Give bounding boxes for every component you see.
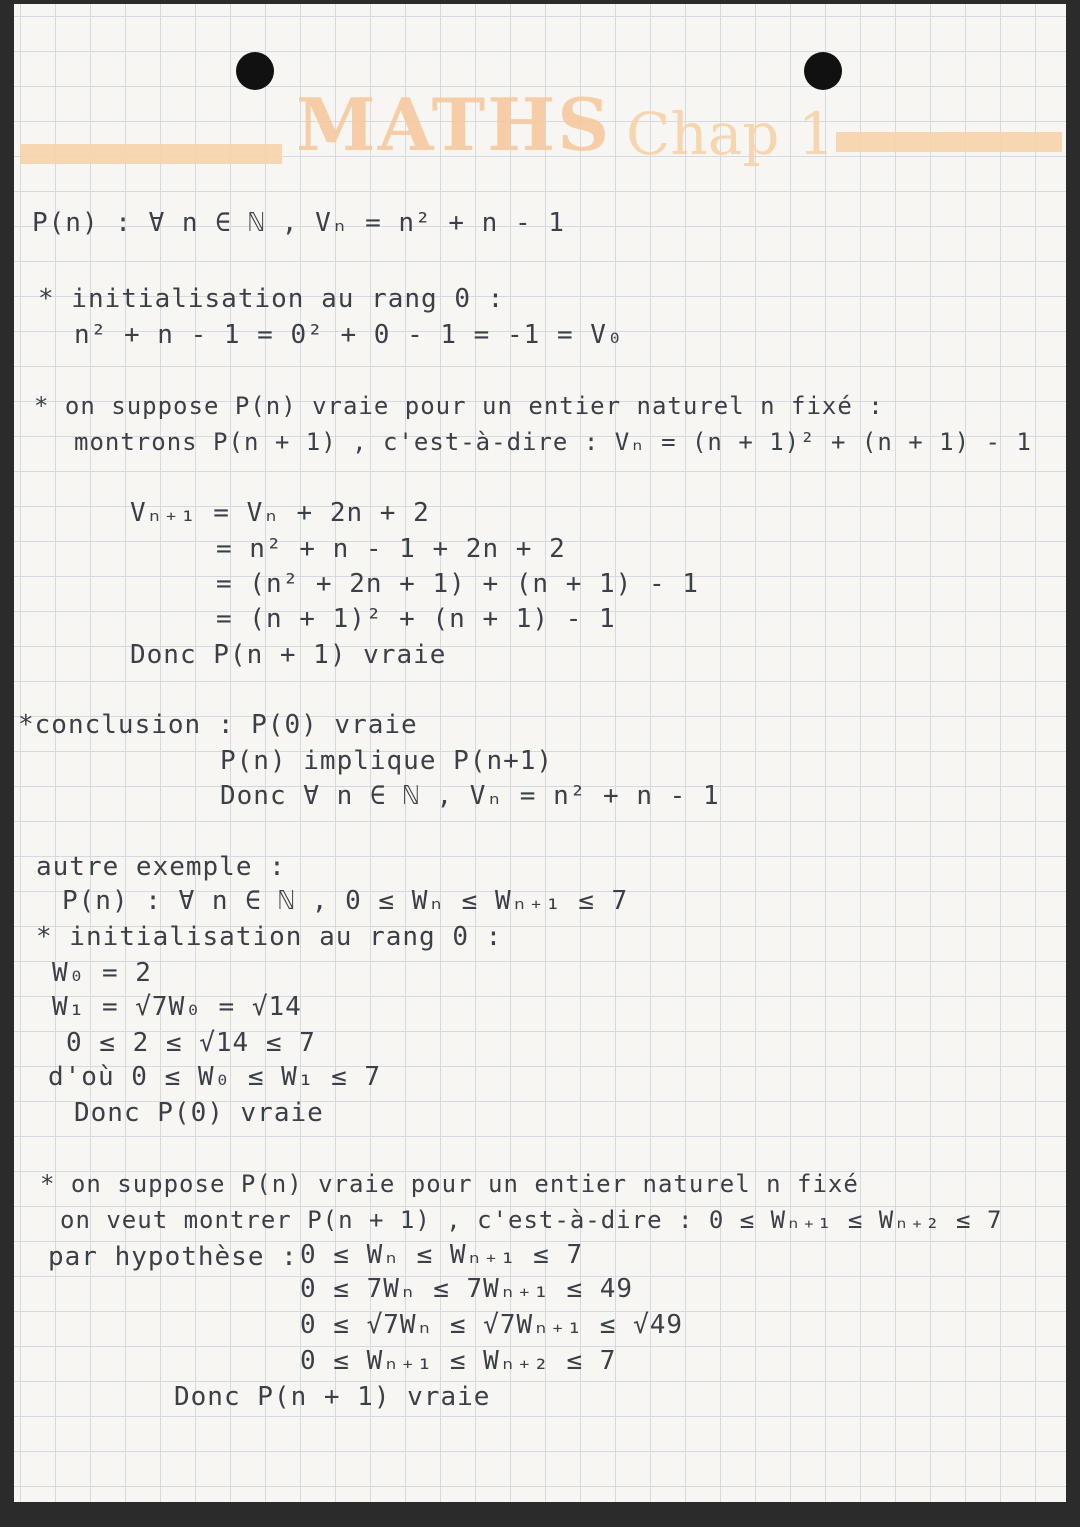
note-line: par hypothèse : [48,1242,298,1272]
note-line: Vₙ₊₁ = Vₙ + 2n + 2 [130,498,430,528]
note-line: 0 ≤ 2 ≤ √14 ≤ 7 [66,1028,316,1058]
note-line: P(n) : ∀ n ∈ ℕ , Vₙ = n² + n - 1 [32,208,565,238]
title-highlight-right [836,132,1062,152]
note-line: Donc P(0) vraie [74,1098,324,1128]
note-line: 0 ≤ 7Wₙ ≤ 7Wₙ₊₁ ≤ 49 [300,1274,634,1304]
note-line: 0 ≤ √7Wₙ ≤ √7Wₙ₊₁ ≤ √49 [300,1310,684,1340]
note-line: autre exemple : [36,852,286,882]
note-line: Donc ∀ n ∈ ℕ , Vₙ = n² + n - 1 [220,781,720,811]
note-line: montrons P(n + 1) , c'est-à-dire : Vₙ = (n + 1)² + (n + 1) - 1 [74,428,1032,456]
note-line: n² + n - 1 = 0² + 0 - 1 = -1 = V₀ [74,320,624,350]
note-line: 0 ≤ Wₙ₊₁ ≤ Wₙ₊₂ ≤ 7 [300,1346,617,1376]
note-line: * on suppose P(n) vraie pour un entier naturel n fixé [40,1170,859,1198]
notebook-page [14,4,1066,1502]
chapter-label: Chap 1 [626,100,835,168]
note-line: W₁ = √7W₀ = √14 [52,992,302,1022]
note-line: * initialisation au rang 0 : [38,284,505,314]
note-line: Donc P(n + 1) vraie [174,1382,491,1412]
title-highlight-left [20,144,282,164]
punch-hole-left [236,52,274,90]
note-line: P(n) : ∀ n ∈ ℕ , 0 ≤ Wₙ ≤ Wₙ₊₁ ≤ 7 [62,886,629,916]
note-line: W₀ = 2 [52,958,152,988]
note-line: = (n² + 2n + 1) + (n + 1) - 1 [216,569,699,599]
note-line: = n² + n - 1 + 2n + 2 [216,534,566,564]
note-line: 0 ≤ Wₙ ≤ Wₙ₊₁ ≤ 7 [300,1240,584,1270]
note-line: = (n + 1)² + (n + 1) - 1 [216,604,616,634]
punch-hole-right [804,52,842,90]
note-line: * initialisation au rang 0 : [36,922,503,952]
note-line: *conclusion : P(0) vraie [18,710,418,740]
note-line: P(n) implique P(n+1) [220,746,554,776]
page-title: MATHS [296,82,612,167]
note-line: on veut montrer P(n + 1) , c'est-à-dire : 0 ≤ Wₙ₊₁ ≤ Wₙ₊₂ ≤ 7 [60,1206,1003,1234]
note-line: Donc P(n + 1) vraie [130,640,447,670]
note-line: * on suppose P(n) vraie pour un entier naturel n fixé : [34,392,884,420]
note-line: d'où 0 ≤ W₀ ≤ W₁ ≤ 7 [48,1062,382,1092]
